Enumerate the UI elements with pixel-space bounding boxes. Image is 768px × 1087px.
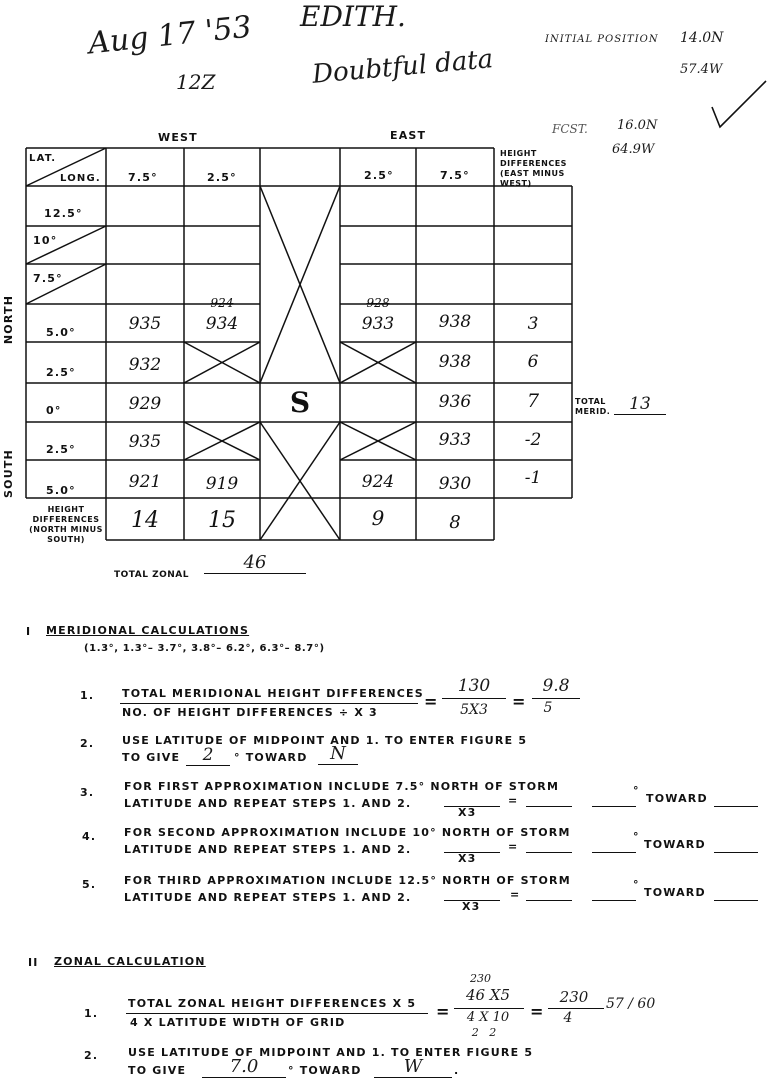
s1-step1-eq1: =: [424, 692, 439, 711]
fcst-lat: 16.0N: [617, 118, 658, 133]
row-label-n50: 5.0°: [46, 326, 76, 339]
s1-step1-hand-den2: 5: [543, 700, 553, 716]
cell-s50-w75: 921: [128, 472, 162, 492]
s1-step4-deg: °: [633, 830, 640, 843]
s1-step5-line2: LATITUDE AND REPEAT STEPS 1. AND 2.: [124, 891, 412, 904]
s1-step1-fraction-bar: [120, 703, 418, 704]
s1-step4-line1: FOR SECOND APPROXIMATION INCLUDE 10° NORTH OF STORM: [124, 826, 571, 839]
s2-hand-num1: 46 X5: [465, 986, 511, 1004]
s2-hand-den1: 4 X 10: [466, 1010, 510, 1025]
cell-s25-e75: 933: [438, 430, 472, 450]
section2-num: II: [28, 956, 39, 969]
s1-step1-hand-bar2: [532, 698, 580, 699]
cell-s25-w75: 935: [128, 432, 162, 452]
cell-n25-w75: 932: [128, 355, 162, 375]
long-header-w25: 2.5°: [207, 171, 237, 184]
row-label-n25: 2.5°: [46, 366, 76, 379]
s1-step3-toward: TOWARD: [646, 792, 708, 805]
total-merid-number: 13: [629, 394, 651, 414]
s2-hand-bar2: [548, 1008, 604, 1009]
s1-step5-num: 5.: [82, 878, 97, 891]
s1-step4-dir-blank: [714, 852, 758, 853]
s1-step5-x3: X3: [462, 900, 481, 913]
s2-hand-bar1: [454, 1008, 524, 1009]
s1-step4-eq: =: [508, 840, 519, 853]
total-merid-value: [614, 394, 666, 415]
long-label: LONG.: [60, 173, 101, 184]
initial-lat: 14.0N: [680, 30, 724, 46]
s1-step2-value: [186, 745, 230, 766]
s2-step1-denominator: 4 X LATITUDE WIDTH OF GRID: [130, 1016, 346, 1029]
s1-step3-dir-blank: [714, 806, 758, 807]
initial-long: 57.4W: [680, 62, 723, 77]
s1-step4-deg-blank: [592, 852, 636, 853]
s1-step1-num: 1.: [80, 689, 95, 702]
row-label-n75: 7.5°: [33, 272, 63, 285]
east-label: EAST: [390, 129, 427, 142]
s1-step2-dir-text: N: [330, 743, 346, 764]
doubtful-data-note: Doubtful data: [311, 44, 495, 90]
s1-step2-value-text: 2: [202, 745, 214, 765]
s1-step5-deg: °: [633, 878, 640, 891]
zonal-diff-e75: 8: [449, 512, 461, 533]
zonal-diff-w25: 15: [208, 508, 236, 533]
storm-name-handwritten: EDITH.: [300, 0, 406, 33]
cell-n50-w25: 934: [205, 314, 239, 334]
s1-step4-x3: X3: [458, 852, 477, 865]
s1-step2-num: 2.: [80, 737, 95, 750]
s2-step2-value: [202, 1056, 286, 1078]
s2-step2-give: TO GIVE: [128, 1064, 187, 1077]
row-label-s50: 5.0°: [46, 484, 76, 497]
zonal-diff-w75: 14: [131, 508, 159, 533]
s1-step3-deg-blank: [592, 806, 636, 807]
s2-step2-line1: USE LATITUDE OF MIDPOINT AND 1. TO ENTER FIGURE 5: [128, 1046, 534, 1059]
long-header-e75: 7.5°: [440, 169, 470, 182]
south-label: SOUTH: [1, 449, 15, 498]
s2-step2-dir: [374, 1056, 452, 1078]
s1-step4-result-blank: [526, 852, 572, 853]
s1-step5-dir-blank: [714, 900, 758, 901]
fcst-label: FCST.: [552, 122, 588, 136]
s1-step3-line1: FOR FIRST APPROXIMATION INCLUDE 7.5° NORTH OF STORM: [124, 780, 560, 793]
s1-step2-line1: USE LATITUDE OF MIDPOINT AND 1. TO ENTER FIGURE 5: [122, 734, 528, 747]
cell-s25-diff: -2: [524, 430, 542, 450]
s2-hand-num2: 230: [559, 988, 589, 1006]
cell-n50-diff: 3: [527, 314, 539, 334]
s1-step2-toward: ° TOWARD: [234, 751, 308, 764]
s2-step2-value-text: 7.0: [229, 1056, 259, 1077]
cell-n50-w75: 935: [128, 314, 162, 334]
cell-s50-e75: 930: [438, 474, 472, 494]
cell-n50-e25-struck: 928: [366, 296, 390, 310]
s1-step5-toward: TOWARD: [644, 886, 706, 899]
s1-step3-result-blank: [526, 806, 572, 807]
s1-step4-line2: LATITUDE AND REPEAT STEPS 1. AND 2.: [124, 843, 412, 856]
s1-step1-numerator: TOTAL MERIDIONAL HEIGHT DIFFERENCES: [122, 687, 424, 700]
time-handwritten: 12Z: [176, 70, 216, 94]
zonal-diff-e25: 9: [371, 506, 385, 530]
row-label-n125: 12.5°: [44, 207, 83, 220]
cell-0-e75: 936: [438, 392, 472, 412]
storm-symbol: S: [289, 386, 311, 419]
date-handwritten: Aug 17 '53: [86, 9, 254, 62]
s1-step1-eq2: =: [512, 692, 527, 711]
s2-hand-den2: 4: [563, 1010, 573, 1026]
row-label-s25: 2.5°: [46, 443, 76, 456]
s1-step3-x3: X3: [458, 806, 477, 819]
s2-step1-fraction-bar: [126, 1013, 428, 1014]
s1-step4-toward: TOWARD: [644, 838, 706, 851]
s1-step5-result-blank: [526, 900, 572, 901]
s2-step1-eq1: =: [436, 1002, 451, 1021]
section2-heading: ZONAL CALCULATION: [54, 955, 206, 968]
section1-ranges: (1.3°, 1.3°– 3.7°, 3.8°– 6.2°, 6.3°– 8.7°): [84, 643, 325, 654]
initial-position-label: INITIAL POSITION: [545, 34, 659, 45]
s2-hand-result: 57 / 60: [606, 996, 656, 1012]
total-zonal-number: 46: [243, 552, 267, 573]
height-diff-header: HEIGHT DIFFERENCES (EAST MINUS WEST): [500, 149, 567, 188]
fcst-long: 64.9W: [612, 142, 655, 157]
s1-step3-eq: =: [508, 794, 519, 807]
s2-step2-num: 2.: [84, 1049, 99, 1062]
s1-step3-num: 3.: [80, 786, 95, 799]
s1-step5-line1: FOR THIRD APPROXIMATION INCLUDE 12.5° NORTH OF STORM: [124, 874, 571, 887]
cell-s50-e25: 924: [361, 472, 395, 492]
cell-s50-w25: 919: [205, 474, 239, 494]
section1-heading: MERIDIONAL CALCULATIONS: [46, 624, 250, 637]
cell-s50-diff: -1: [524, 468, 542, 488]
lat-label: LAT.: [29, 153, 57, 164]
total-merid-label: TOTAL MERID.: [575, 397, 611, 416]
cell-0-diff: 7: [526, 390, 540, 412]
s2-hand-above: 230: [470, 972, 491, 985]
s2-step2-dir-text: W: [403, 1056, 423, 1077]
cell-n50-e25: 933: [361, 314, 395, 334]
s2-step1-eq2: =: [530, 1002, 545, 1021]
north-label: NORTH: [2, 294, 16, 345]
s1-step2-give: TO GIVE: [122, 751, 181, 764]
total-zonal-label: TOTAL ZONAL: [114, 570, 189, 580]
cell-0-w75: 929: [128, 394, 162, 414]
s1-step5-deg-blank: [592, 900, 636, 901]
long-header-w75: 7.5°: [128, 171, 158, 184]
cell-n25-diff: 6: [527, 352, 539, 372]
row-label-0: 0°: [46, 404, 62, 417]
s2-step1-numerator: TOTAL ZONAL HEIGHT DIFFERENCES X 5: [128, 997, 417, 1010]
s1-step3-line2: LATITUDE AND REPEAT STEPS 1. AND 2.: [124, 797, 412, 810]
s1-step4-num: 4.: [82, 830, 97, 843]
s1-step1-hand-bar1: [442, 698, 506, 699]
s1-step1-hand-num2: 9.8: [542, 676, 570, 696]
s1-step1-hand-den1: 5X3: [460, 702, 488, 718]
s2-step1-num: 1.: [84, 1007, 99, 1020]
total-zonal-value: [204, 552, 306, 574]
cell-n50-w25-struck: 924: [210, 296, 234, 310]
row-label-n10: 10°: [33, 234, 58, 247]
cell-n50-e75: 938: [438, 312, 472, 332]
s1-step1-hand-num1: 130: [457, 676, 491, 696]
s2-step2-toward: ° TOWARD: [288, 1064, 362, 1077]
cell-n25-e75: 938: [438, 352, 472, 372]
section1-num: I: [26, 625, 32, 638]
s1-step5-eq: =: [510, 888, 521, 901]
zonal-diff-label: HEIGHT DIFFERENCES (NORTH MINUS SOUTH): [29, 505, 103, 544]
long-header-e25: 2.5°: [364, 169, 394, 182]
s2-hand-den1-sub: 2 2: [471, 1026, 497, 1039]
s2-step2-end: .: [454, 1064, 460, 1077]
s1-step3-deg: °: [633, 784, 640, 797]
s1-step1-denominator: NO. OF HEIGHT DIFFERENCES ÷ X 3: [122, 706, 378, 719]
s1-step2-dir: [318, 743, 358, 765]
west-label: WEST: [158, 131, 198, 144]
